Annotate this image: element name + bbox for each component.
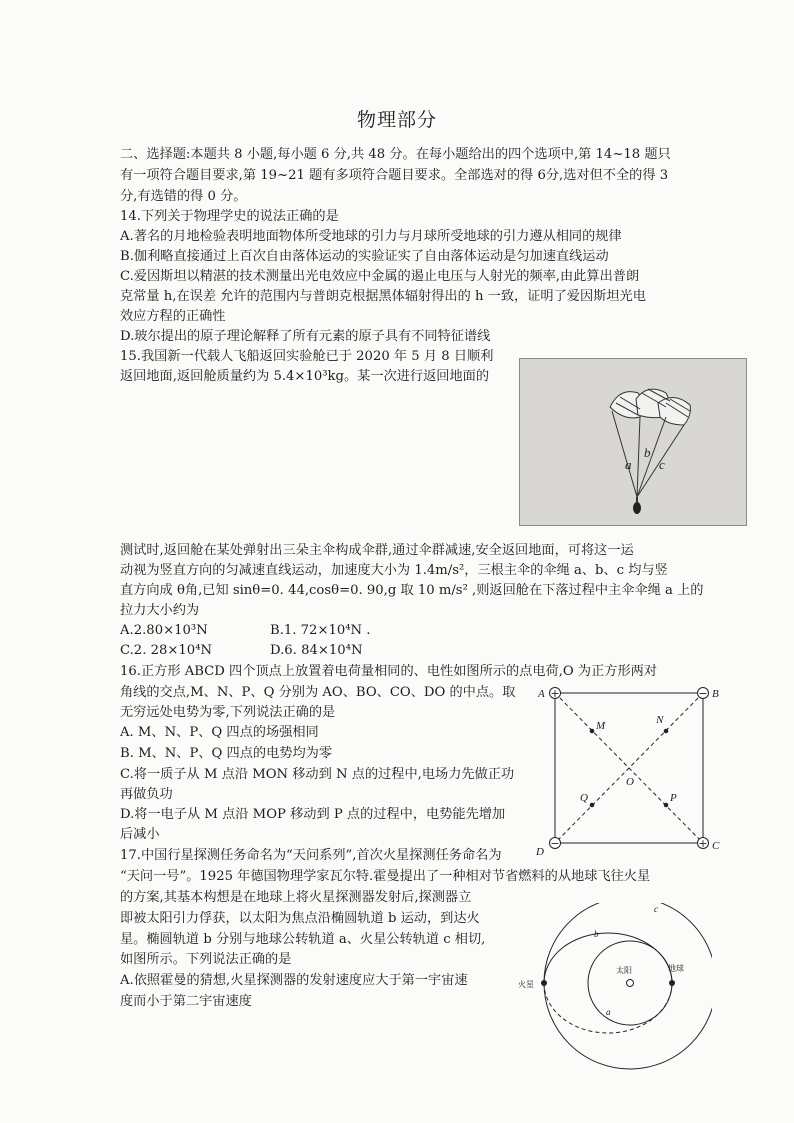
orbit-diagram bbox=[512, 903, 712, 1071]
text-line: 的方案,其基本构想是在地球上将火星探测器发射后,探测器立 bbox=[120, 890, 472, 905]
vertex-label-D: D bbox=[536, 846, 544, 858]
rope-label-a: a bbox=[625, 457, 632, 472]
text-line: 15.我国新一代载人飞船返回实验舱已于 2020 年 5 月 8 日顺利 bbox=[120, 349, 494, 364]
vertex-label-C: C bbox=[712, 840, 720, 852]
text-line: 克常量 h,在误差 允许的范围内与普朗克根据黑体辐射得出的 h 一致，证明了爱因斯坦光电 bbox=[120, 289, 646, 304]
text-line: 拉力大小约为 bbox=[120, 603, 200, 618]
transfer-orbit-b-upper bbox=[544, 933, 672, 983]
point-label-P: P bbox=[670, 792, 677, 804]
mars-label: 火星 bbox=[518, 980, 534, 989]
square-charge-figure bbox=[530, 683, 730, 861]
vertex-label-B: B bbox=[712, 688, 719, 700]
charge-sign-B: − bbox=[698, 687, 708, 700]
text-line: 后减小 bbox=[120, 827, 160, 842]
text-line: 无穷远处电势为零,下列说法正确的是 bbox=[120, 705, 336, 720]
text-line: 如图所示。下列说法正确的是 bbox=[120, 952, 292, 967]
parachute-figure bbox=[519, 358, 747, 526]
text-line: B. M、N、P、Q 四点的电势均为零 bbox=[120, 746, 333, 761]
text-line: 14.下列关于物理学史的说法正确的是 bbox=[120, 209, 339, 224]
text-line: 再做负功 bbox=[120, 787, 173, 802]
text-line: 角线的交点,M、N、P、Q 分别为 AO、BO、CO、DO 的中点。取 bbox=[120, 685, 516, 700]
text-line: 有一项符合题目要求,第 19~21 题有多项符合题目要求。全部选对的得 6分,选对但不全的得 3 bbox=[120, 168, 669, 183]
orbit-label-a: a bbox=[606, 1007, 611, 1017]
text-line: 动视为竖直方向的匀减速直线运动，加速度大小为 1.4m/s²，三根主伞的伞绳 a、b、c 均与竖 bbox=[120, 563, 668, 578]
text-line: A. M、N、P、Q 四点的场强相同 bbox=[120, 725, 319, 740]
text-line: A.著名的月地检验表明地面物体所受地球的引力与月球所受地球的引力遵从相同的规律 bbox=[120, 229, 622, 244]
charge-sign-A: + bbox=[550, 687, 560, 700]
sun-label: 太阳 bbox=[616, 966, 632, 975]
mars-marker bbox=[541, 980, 547, 986]
q15-option-c: C.2. 28×10⁴N bbox=[120, 643, 213, 658]
text-line: 返回地面,返回舱质量约为 5.4×10³kg。某一次进行返回地面的 bbox=[120, 369, 490, 384]
text-line: D.玻尔提出的原子理论解释了所有元素的原子具有不同特征谱线 bbox=[120, 329, 491, 344]
orbit-label-c: c bbox=[654, 904, 658, 914]
text-line: A.依照霍曼的猜想,火星探测器的发射速度应大于第一宇宙速 bbox=[120, 973, 468, 988]
orbit-label-b: b bbox=[594, 929, 599, 939]
text-line: 效应方程的正确性 bbox=[120, 309, 226, 324]
text-line: B.伽利略直接通过上百次自由落体运动的实验证实了自由落体运动是匀加速直线运动 bbox=[120, 249, 609, 264]
orbit-figure bbox=[512, 903, 712, 1071]
text-line: C.爱因斯坦以精湛的技术测量出光电效应中金属的遏止电压与人射光的频率,由此算出普朗 bbox=[120, 269, 640, 284]
text-line: 16.正方形 ABCD 四个顶点上放置着电荷量相同的、电性如图所示的点电荷,O 为正方形两对 bbox=[120, 664, 658, 679]
text-line: C.将一质子从 M 点沿 MON 移动到 N 点的过程中,电场力先做正功 bbox=[120, 767, 515, 782]
text-line: 星。椭圆轨道 b 分别与地球公转轨道 a、火星公转轨道 c 相切, bbox=[120, 932, 486, 947]
text-line: 分,有选错的得 0 分。 bbox=[120, 189, 247, 204]
sun-marker bbox=[627, 980, 634, 987]
rope-label-b: b bbox=[644, 445, 651, 460]
text-line: D.将一电子从 M 点沿 MOP 移动到 P 点的过程中，电势能先增加 bbox=[120, 807, 506, 822]
q15-option-d: D.6. 84×10⁴N bbox=[270, 643, 363, 658]
vertex-label-A: A bbox=[538, 688, 545, 700]
q15-option-a: A.2.80×10³N bbox=[120, 623, 208, 638]
earth-marker bbox=[669, 980, 675, 986]
q15-option-b: B.1. 72×10⁴N . bbox=[270, 623, 371, 638]
point-label-O: O bbox=[626, 776, 634, 788]
point-label-M: M bbox=[596, 720, 606, 732]
charge-sign-D: − bbox=[550, 837, 560, 850]
text-line: 二、选择题:本题共 8 小题,每小题 6 分,共 48 分。在每小题给出的四个选项中,第 14~18 题只 bbox=[120, 147, 671, 162]
earth-label: 地球 bbox=[668, 964, 684, 973]
page-title: 物理部分 bbox=[356, 109, 437, 131]
square-diagram bbox=[530, 683, 730, 861]
point-label-N: N bbox=[656, 714, 664, 726]
text-line: “天问一号”。1925 年德国物理学家瓦尔特.霍曼提出了一种相对节省燃料的从地球飞往火星 bbox=[120, 869, 651, 884]
point-label-Q: Q bbox=[580, 792, 588, 804]
charge-sign-C: + bbox=[698, 837, 708, 850]
parachute-illustration bbox=[520, 359, 746, 525]
text-line: 17.中国行星探测任务命名为“天问系列”,首次火星探测任务命名为 bbox=[120, 848, 502, 863]
text-line: 度而小于第二宇宙速度 bbox=[120, 994, 252, 1009]
text-line: 直方向成 θ角,已知 sinθ=0. 44,cosθ=0. 90,g 取 10 m/s² ,则返回舱在下落过程中主伞伞绳 a 上的 bbox=[120, 583, 704, 598]
text-line: 测试时,返回舱在某处弹射出三朵主伞构成伞群,通过伞群减速,安全返回地面，可将这一运 bbox=[120, 543, 634, 558]
text-line: 即被太阳引力俘获，以太阳为焦点沿椭圆轨道 b 运动，到达火 bbox=[120, 911, 480, 926]
rope-label-c: c bbox=[659, 457, 665, 472]
